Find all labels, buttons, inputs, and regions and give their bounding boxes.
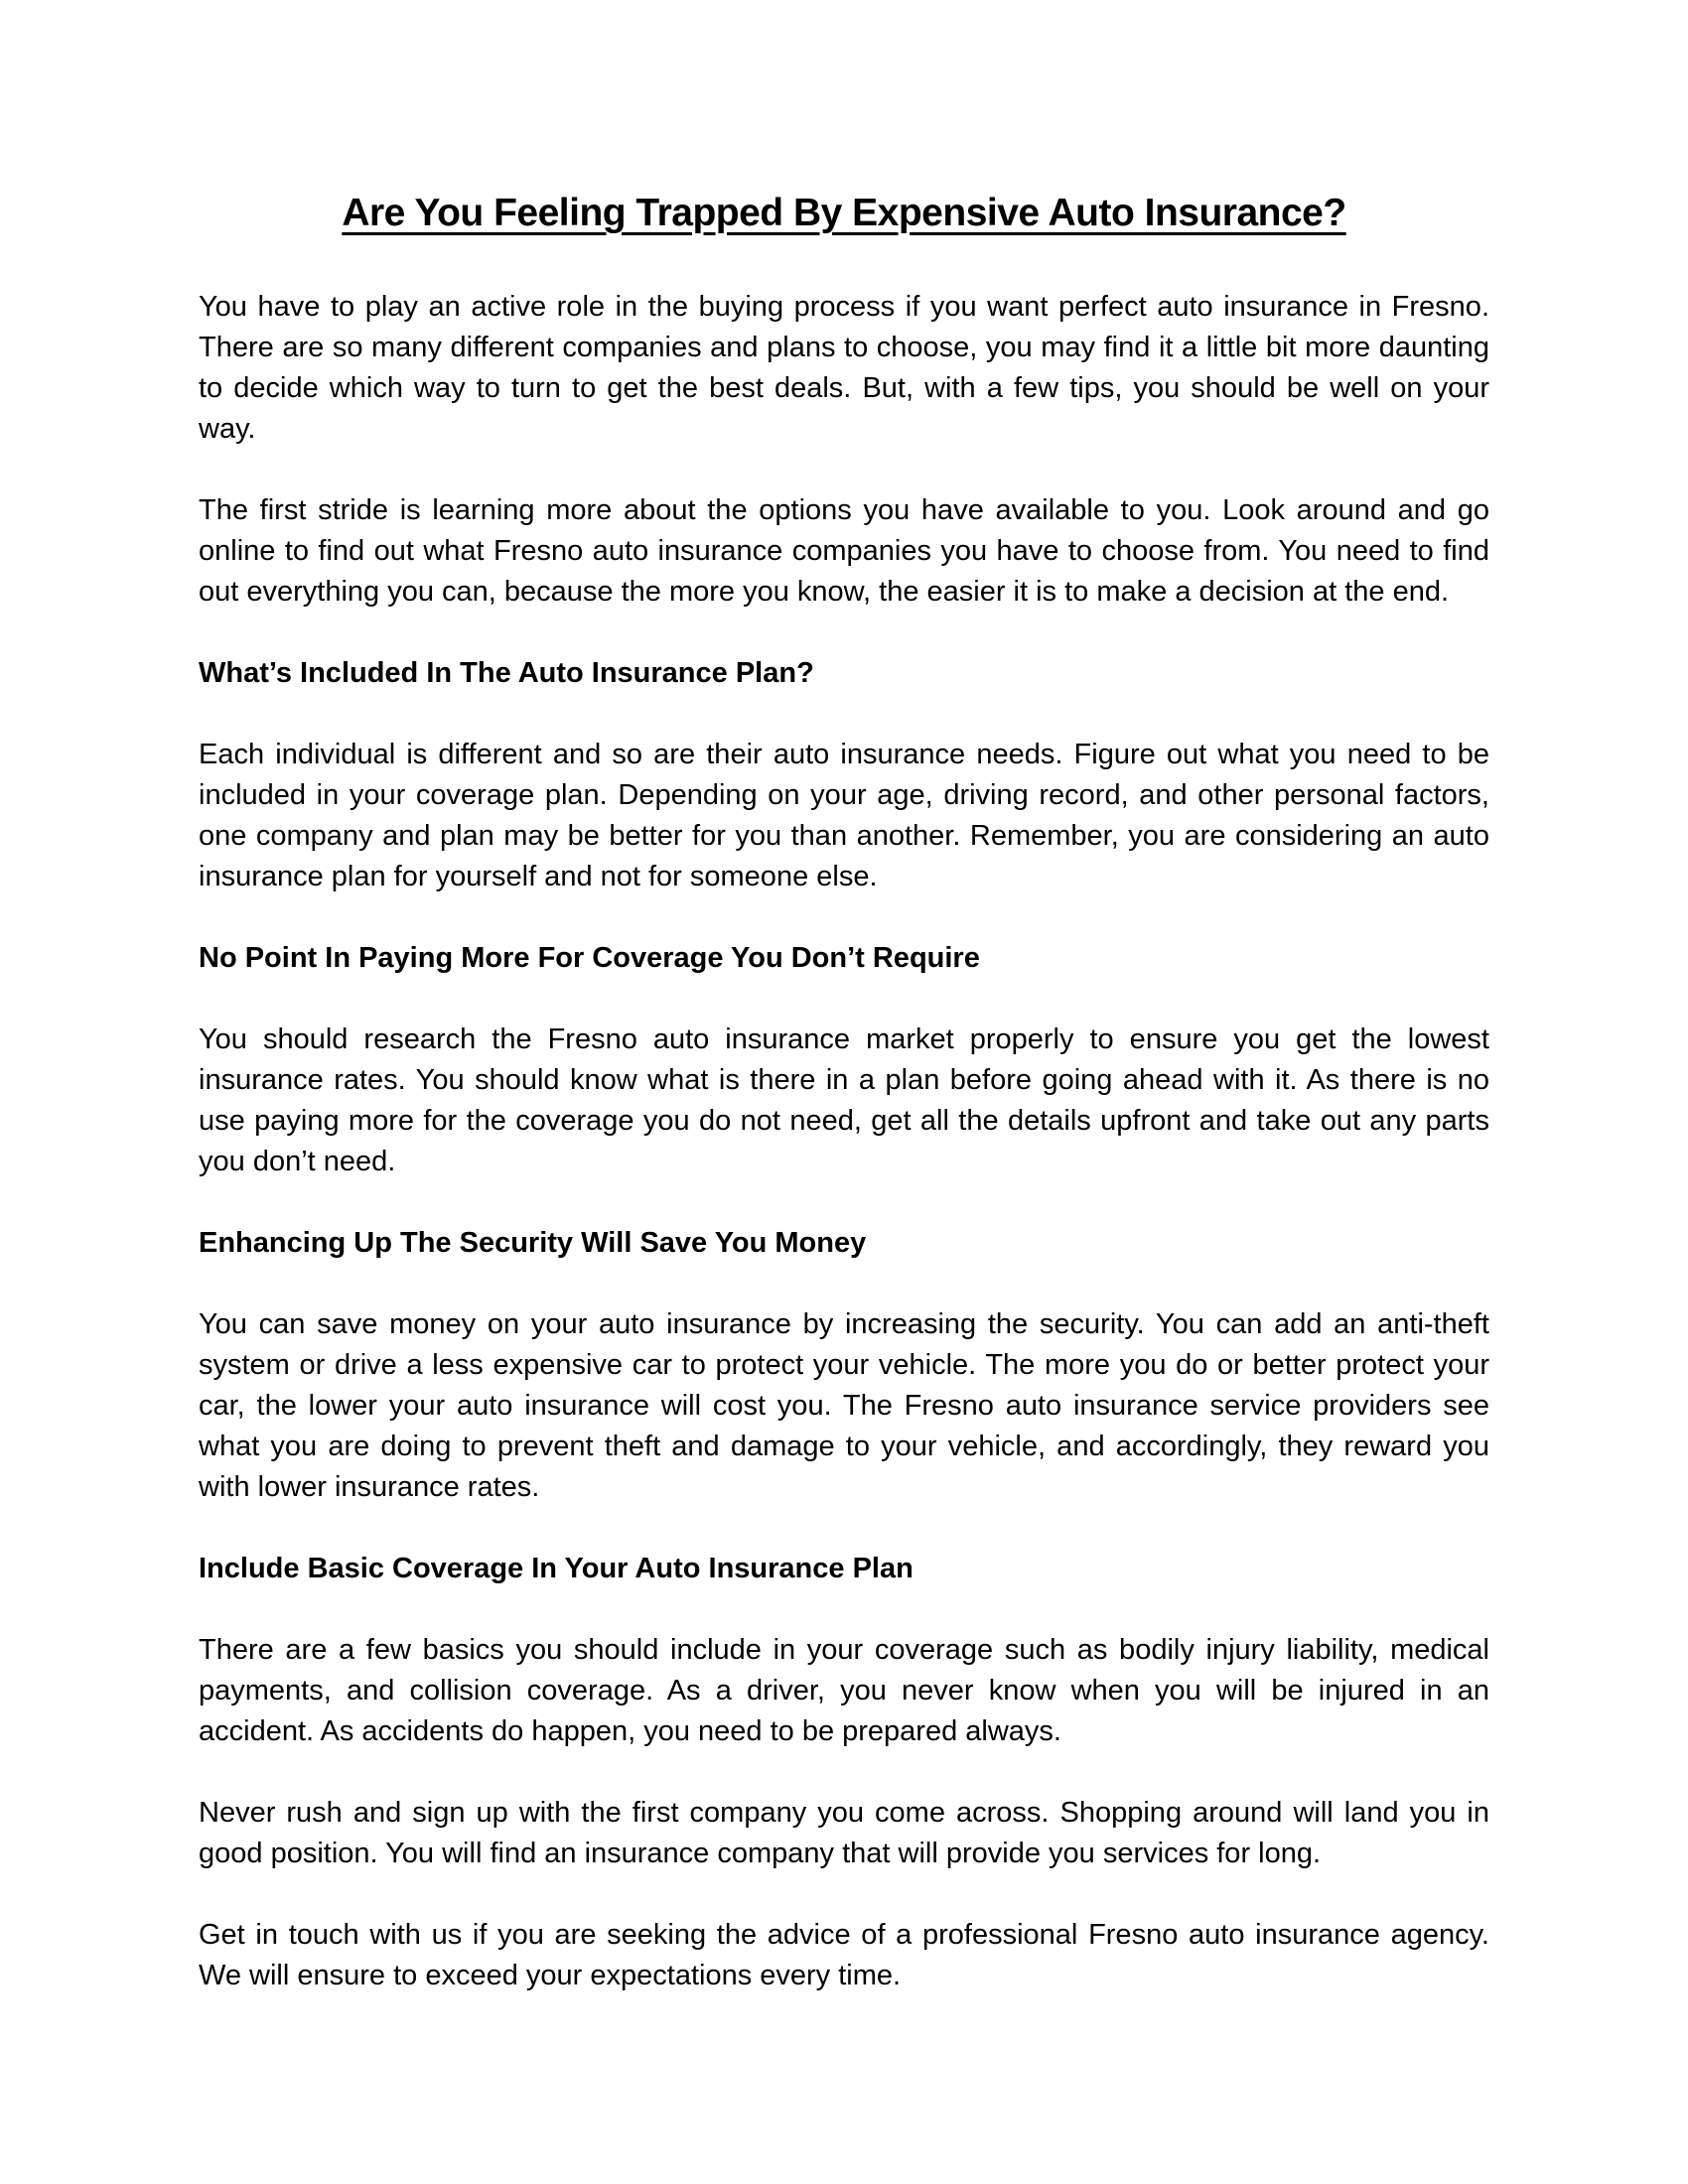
paragraph-each-individual: Each individual is different and so are their auto insurance needs. Figure out what you need to be included in your coverage plan. Depending on your age, driving record, and other personal factors, one company and plan may be better for you than another. Remember, you are considering an auto insurance plan for yourself and not for someone else. (199, 738, 1489, 892)
section-heading-enhancing-security: Enhancing Up The Security Will Save You Money (199, 1226, 867, 1259)
paragraph-first-stride: The first stride is learning more about the options you have available to you. Look around and go online to find out what Fresno auto insurance companies you have to choose from. You need to find out everything you can, because the more you know, the easier it is to make a decision at the end. (199, 493, 1489, 608)
paragraph-intro: You have to play an active role in the buying process if you want perfect auto insurance in Fresno. There are so many different companies and plans to choose, you may find it a little bit more daunting to decide which way to turn to get the best deals. But, with a few tips, you should be well on your way. (199, 290, 1489, 445)
paragraph-research-market: You should research the Fresno auto insurance market properly to ensure you get the lowest insurance rates. You should know what is there in a plan before going ahead with it. As there is no use paying more for the coverage you do not need, get all the details upfront and take out any parts you don’t need. (199, 1023, 1489, 1177)
section-heading-include-basic-coverage: Include Basic Coverage In Your Auto Insurance Plan (199, 1552, 914, 1584)
section-heading-no-point-paying-more: No Point In Paying More For Coverage You Don’t Require (199, 941, 980, 974)
document-title: Are You Feeling Trapped By Expensive Auto Insurance? (342, 192, 1346, 234)
paragraph-save-money-security: You can save money on your auto insurance by increasing the security. You can add an anti-theft system or drive a less expensive car to protect your vehicle. The more you do or better protect your car, the lower your auto insurance will cost you. The Fresno auto insurance service providers see what you are doing to prevent theft and damage to your vehicle, and accordingly, they reward you with lower insurance rates. (199, 1307, 1489, 1503)
paragraph-never-rush: Never rush and sign up with the first company you come across. Shopping around will land you in good position. You will find an insurance company that will provide you services for long. (199, 1796, 1489, 1869)
paragraph-few-basics: There are a few basics you should include in your coverage such as bodily injury liability, medical payments, and collision coverage. As a driver, you never know when you will be injured in an accident. As accidents do happen, you need to be prepared always. (199, 1633, 1489, 1747)
paragraph-get-in-touch: Get in touch with us if you are seeking the advice of a professional Fresno auto insurance agency. We will ensure to exceed your expectations every time. (199, 1918, 1489, 1991)
section-heading-whats-included: What’s Included In The Auto Insurance Plan? (199, 656, 814, 689)
